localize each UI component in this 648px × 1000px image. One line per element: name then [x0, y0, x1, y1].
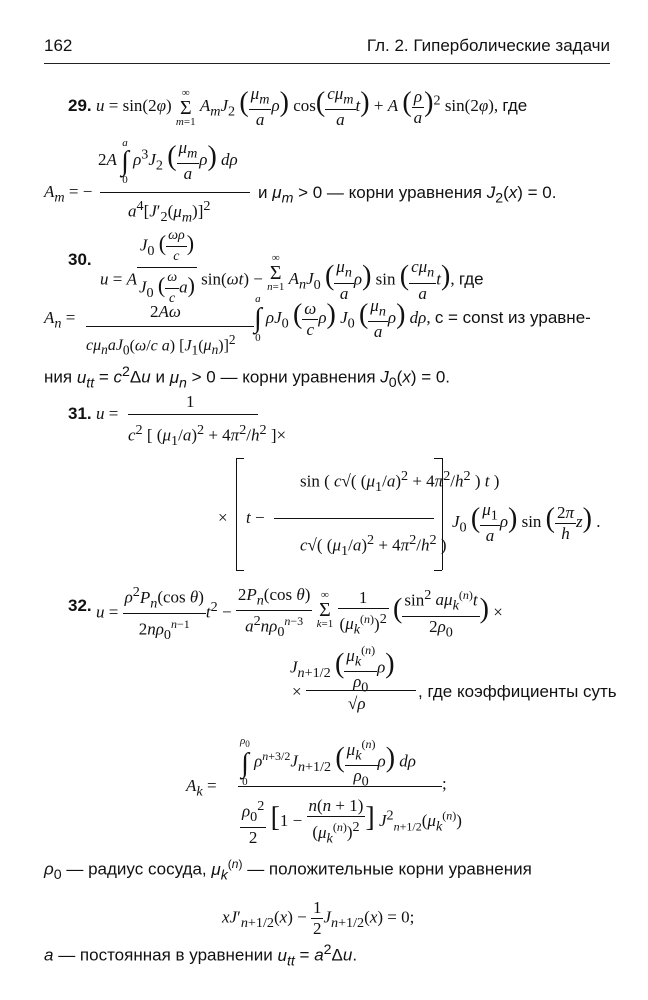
p32-coef-text: , где коэффициенты суть [418, 682, 617, 701]
problem-30-label: 30. [68, 250, 92, 269]
p31-one: 1 [186, 392, 195, 411]
header-rule [44, 63, 610, 64]
p31-inner-bar [274, 518, 434, 519]
problem-30-formula: u = A $J_0$ ( $\frac{\omega\rho}{c}$ ) $J_0$ ( $\frac{\omega}{c}$ a) sin(ωt) − ∞ Σ n=1 $A_nJ_0$ ( $\frac{\mu_n}{a}$ ρ) sin ( $\frac{c\mu_n}{a}$ t), где [100, 226, 484, 309]
am-numerator: 2A a ∫ 0 $\rho^3J_2$ ( $\frac{\mu_m}{a}$ ρ) dρ [98, 137, 238, 187]
an-denominator: $c\mu_naJ_0(\omega/c$ a) $[J_1(\mu_n)]^2$ [86, 332, 236, 358]
p31-times: × [218, 508, 228, 527]
an-fraction-bar [86, 326, 254, 327]
p31-tail: $J_0$ ( $\frac{\mu_1}{a}$ ρ) sin ( $\frac{2\pi}{h}$ z) . [452, 500, 601, 546]
p31-t-minus: t − [246, 508, 265, 527]
p31-bracket-left-top [236, 458, 244, 459]
chapter-title: Гл. 2. Гиперболические задачи [366, 36, 610, 55]
am-lhs: $A_m$ = − [44, 182, 93, 206]
am-roots-text: и $\mu_m > 0$ — корни уравнения $J_2(x) = 0$. [258, 183, 557, 207]
problem-32-label: 32. [68, 596, 92, 615]
an-integral: a ∫ 0 $\rho J_0$ ( $\frac{\omega}{c}$ ρ) $J_0$ ( $\frac{\mu_n}{a}$ ρ) dρ, c = const из уравне- [254, 293, 591, 344]
ak-numerator: $\rho_0$ ∫ 0 $\rho^{n+3/2}J_{n+1/2}$ ( $\frac{\mu_k^{(n)}}{\rho_0}$ ρ) dρ [240, 735, 416, 790]
ak-denominator: $\frac{\rho_0^2}{2}$ [1 − $\frac{n(n + 1)}{(\mu_k^{(n)})^2}$ ] $J^2_{n+1/2}(\mu_k^{(n)})$ [242, 796, 462, 848]
p31-bracket-left [236, 458, 237, 570]
p31-bracket-right-top [434, 458, 442, 459]
am-fraction-bar [100, 192, 250, 193]
problem-29-formula: u = sin(2φ) ∞ Σ m=1 $A_mJ_2$ ( $\frac{\mu_m}{a}$ ρ) cos( $\frac{c\mu_m}{a}$ t) + A ( $\frac{\rho}{a}$ )$^2$ sin(2φ), где [96, 84, 528, 130]
a-const-line: a — постоянная в уравнении $u_{tt} = a^2\Delta u$. [44, 942, 358, 970]
p30-roots-line: ния $u_{tt} = c^2\Delta u$ и $\mu_n > 0$ — корни уравнения $J_0(x) = 0$. [44, 364, 451, 392]
p32-second-line: $J_{n+1/2}$ ( $\frac{\mu_k^{(n)}}{\rho_0}$ ρ) [290, 643, 395, 696]
p31-bracket-right-bottom [434, 570, 442, 571]
page-number: 162 [44, 36, 73, 55]
p31-denominator: $c^2$ [ $(\mu_1/a)^2 + 4\pi^2/h^2$ ]× [128, 422, 287, 450]
ak-lhs: $A_k$ = [186, 776, 217, 800]
bessel-equation: $xJ'_{n+1/2}(x)$ − $\frac{1}{2}$ $J_{n+1/2}(x) = 0$; [222, 898, 415, 938]
p31-bracket-left-bottom [236, 570, 244, 571]
an-formula: $A_n$ = [44, 308, 76, 332]
ak-fraction-bar [238, 786, 442, 787]
p32-times2: × [292, 682, 302, 701]
am-denominator: $a^4[J'_2(\mu_m)]^2$ [128, 198, 211, 226]
p31-fraction-bar [128, 414, 258, 415]
p31-sin-num: sin ( c√( $(\mu_1/a)^2 + 4\pi^2/h^2$ ) t ) [300, 468, 500, 496]
ak-semicolon: ; [442, 774, 447, 793]
where-word: где [502, 96, 528, 116]
p31-inner-den: c√( $(\mu_1/a)^2 + 4\pi^2/h^2$ ) [300, 532, 447, 560]
p31-u: u = [96, 404, 119, 423]
p32-second-bar [306, 690, 416, 691]
an-numerator: 2Aω [150, 302, 181, 321]
rho0-line: $\rho_0$ — радиус сосуда, $\mu_k^{(n)}$ — положительные корни уравнения [44, 857, 532, 884]
problem-31-label: 31. [68, 404, 92, 423]
problem-29-label: 29. [68, 96, 92, 115]
p32-formula: u = $\frac{\rho^2P_n(\cos \theta)}{2n\rho_0^{n-1}}$ $t^2$ − $\frac{2P_n(\cos \theta)}{a^2n\rho_0^{n-3}}$ ∞ Σ k=1 $\frac{1}{(\mu_k^{(n)})^2}$ ( $\frac{\sin^2 a\mu_k^{(n)}t}{2\rho_0}$ ) × [96, 584, 503, 644]
p32-sqrt-rho: √ρ [348, 694, 366, 713]
